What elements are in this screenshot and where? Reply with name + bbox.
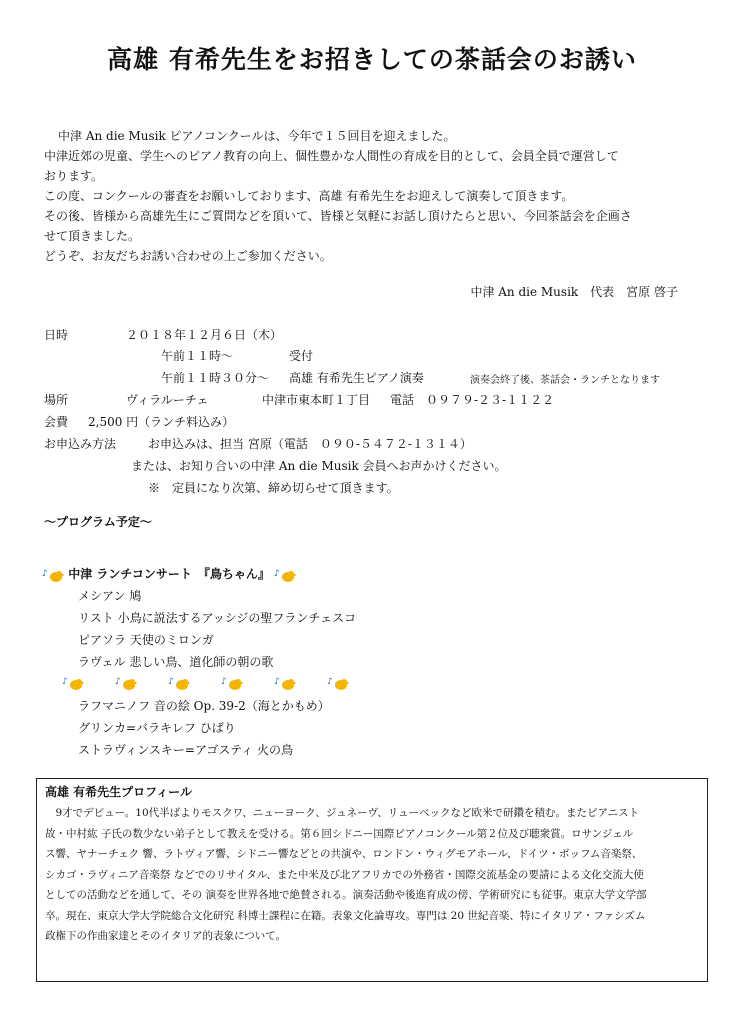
svg-text:♪: ♪ <box>221 676 228 687</box>
profile-line: 9才でデビュー。10代半ばよりモスクワ、ニューヨーク、ジュネーヴ、リューベックなど欧米で研鑽を積む。またピアニスト <box>45 807 639 819</box>
program-piece: ピアソラ 天使のミロンガ <box>78 633 214 647</box>
music-bird-icon <box>274 567 296 583</box>
bird-divider <box>62 672 349 691</box>
intro-line: 中津近郊の児童、学生へのピアノ教育の向上、個性豊かな人間性の育成を目的として、会員全員で運営して <box>44 149 619 163</box>
program-piece: ラフマニノフ 音の絵 Op. 39-2（海とかもめ） <box>78 699 330 713</box>
intro-line: 中津 An die Musik ピアノコンクールは、今年で１５回目を迎えました。 <box>58 129 456 143</box>
intro-line: この度、コンクールの審査をお願いしております、高雄 有希先生をお迎えして演奏して頂きます。 <box>44 189 574 203</box>
page-title: 高雄 有希先生をお招きしての茶話会のお誘い <box>107 45 637 74</box>
date-value: ２０１８年１２月６日（木） <box>126 328 283 342</box>
intro-line: せて頂きました。 <box>44 229 141 243</box>
intro-paragraph <box>44 126 704 266</box>
intro-line: おります。 <box>44 169 104 183</box>
program-list-part2 <box>78 695 330 761</box>
music-bird-icon <box>327 675 349 691</box>
music-bird-icon <box>168 675 190 691</box>
profile-line: シカゴ・ラヴィニア音楽祭 などでのリサイタル、また中米及び北アフリカでの外務省・国際交流基金の要請による文化交流大使 <box>45 868 644 881</box>
music-bird-icon <box>62 675 84 691</box>
program-piece: リスト 小鳥に説法するアッシジの聖フランチェスコ <box>78 611 357 625</box>
svg-text:♪: ♪ <box>62 676 68 687</box>
music-bird-icon <box>42 567 64 583</box>
apply-line: または、お知り合いの中津 An die Musik 会員へお声かけください。 <box>131 459 507 473</box>
svg-text:♪: ♪ <box>42 568 48 579</box>
svg-text:♪: ♪ <box>274 676 281 687</box>
intro-line: その後、皆様から高雄先生にご質問などを頂いて、皆様と気軽にお話し頂けたらと思い、今回茶話会を企画さ <box>44 209 632 223</box>
fee-value: 2,500 円（ランチ料込み） <box>88 415 235 429</box>
fee-label: 会費 <box>44 415 69 429</box>
program-piece: メシアン 鳩 <box>78 589 142 603</box>
profile-line: 政権下の作曲家達とそのイタリア的表象について。 <box>45 930 287 942</box>
venue-address: 中津市東本町１丁目 <box>262 393 371 407</box>
music-bird-icon <box>274 675 296 691</box>
program-heading: ～プログラム予定～ <box>44 515 152 529</box>
performance-time: 午前１１時３０分～ <box>161 371 270 385</box>
apply-line: ※ 定員になり次第、締め切らせて頂きます。 <box>148 481 399 495</box>
program-list-part1 <box>78 585 356 673</box>
reception-label: 受付 <box>289 349 314 363</box>
profile-line: としての活動などを通して、その 演奏を世界各地で絶賛される。演奏活動や後進育成の傍、学術研究にも従事。東京大学文学部 <box>45 889 647 901</box>
concert-title: 中津 ランチコンサート 『鳥ちゃん』 <box>68 567 270 581</box>
program-piece: ストラヴィンスキー=アゴスティ 火の鳥 <box>78 743 293 757</box>
svg-text:♪: ♪ <box>168 676 174 687</box>
program-piece: グリンカ=バラキレフ ひばり <box>78 721 236 735</box>
profile-line: ス響、ヤナーチェク 響、ラトヴィア響、シドニー響などとの共演や、ロンドン・ウィグモアホール、ドイツ・ボッフム音楽祭、 <box>45 848 643 860</box>
performance-label: 高雄 有希先生ピアノ演奏 <box>289 371 424 385</box>
performance-note: 演奏会終了後、茶話会・ランチとなります <box>470 375 660 386</box>
profile-line: 故・中村紘 子氏の数少ない弟子として教えを受ける。第６回シドニー国際ピアノコンクール第２位及び聴衆賞。ロサンジェル <box>45 827 634 840</box>
svg-text:♪: ♪ <box>274 568 280 579</box>
concert-title-row <box>42 565 296 583</box>
profile-text <box>45 803 699 947</box>
venue-label: 場所 <box>44 393 69 407</box>
profile-title: 高雄 有希先生プロフィール <box>45 785 192 799</box>
intro-line: どうぞ、お友だちお誘い合わせの上ご参加ください。 <box>44 249 332 263</box>
venue-phone: 電話 ０９７９-２３-１１２２ <box>390 393 555 407</box>
program-piece: ラヴェル 悲しい鳥、道化師の朝の歌 <box>78 655 274 669</box>
svg-text:♪: ♪ <box>115 676 121 687</box>
profile-line: 卒。現在、東京大学大学院総合文化研究 科博士課程に在籍。表象文化論専攻。専門は 20 世紀音楽、特にイタリア・ファシズム <box>45 909 646 922</box>
venue-name: ヴィラルーチェ <box>126 393 209 407</box>
music-bird-icon <box>221 675 243 691</box>
signature: 中津 An die Musik 代表 宮原 啓子 <box>470 285 678 299</box>
apply-line: お申込みは、担当 宮原（電話 ０９０-５４７２-１３１４） <box>148 437 472 451</box>
reception-time: 午前１１時～ <box>161 349 234 363</box>
date-label: 日時 <box>44 328 69 342</box>
profile-box <box>36 778 708 982</box>
svg-text:♪: ♪ <box>327 676 334 687</box>
apply-label: お申込み方法 <box>44 437 117 451</box>
music-bird-icon <box>115 675 137 691</box>
